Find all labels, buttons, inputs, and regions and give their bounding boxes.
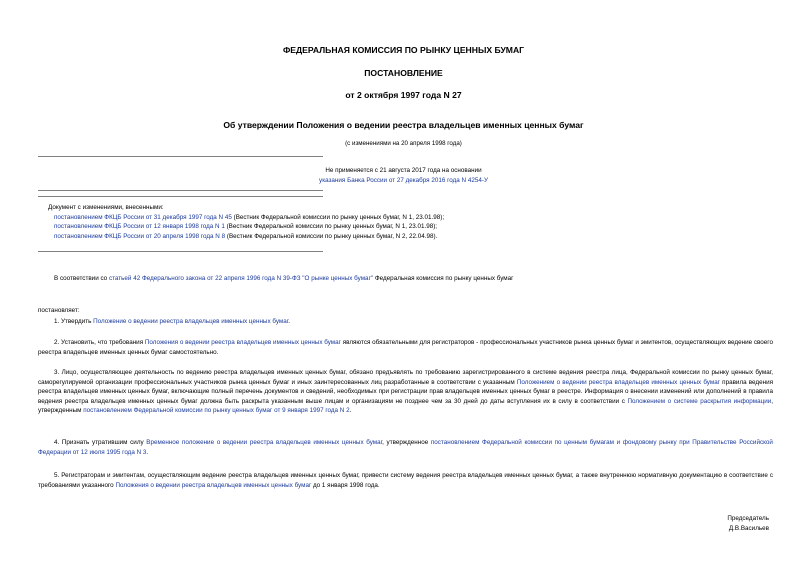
revision-note: (с изменениями на 20 апреля 1998 года) <box>345 140 462 147</box>
paragraph-1 <box>38 317 773 327</box>
amendment-item <box>48 213 444 223</box>
resolves-label: постановляет: <box>38 307 80 314</box>
paragraph-text: . <box>146 448 149 456</box>
paragraph-text: 4. Признать утратившим силу <box>54 439 147 446</box>
paragraph-text: до 1 января 1998 года. <box>311 481 380 489</box>
resolution-link[interactable]: постановлением Федеральной комиссии по ценным бумагам и фондовому рынку при Правительстве Российской Федерации от 12 июля 1995 года N 3 <box>38 439 773 456</box>
not-applied-text: Не применяется с 21 августа 2017 года на основании <box>325 167 482 174</box>
amendments-intro: Документ с изменениями, внесенными: <box>48 204 164 211</box>
signature-block <box>727 514 769 533</box>
paragraph-5 <box>38 471 773 490</box>
paragraph-text: . <box>349 407 352 415</box>
amendment-item <box>48 232 444 242</box>
paragraph-text: 5. Регистраторам и эмитентам, осуществляющим ведение реестра владельцев именных ценных бумаг, привести систему ведения реестра владельцев именных ценных бумаг, а также внутреннюю нормативную документацию в соответствие с требованиями указанного <box>38 472 773 489</box>
divider <box>38 196 323 197</box>
amendment-source: (Вестник Федеральной комиссии по рынку ценных бумаг, N 1, 23.01.98); <box>224 223 438 230</box>
divider <box>38 156 323 157</box>
amendment-source: (Вестник Федеральной комиссии по рынку ценных бумаг, N 1, 23.01.98); <box>231 213 445 221</box>
paragraph-text: , утвержденным <box>38 397 774 415</box>
amendment-link[interactable]: постановлением ФКЦБ России от 31 декабря 1997 года N 45 <box>54 213 232 221</box>
paragraph-2 <box>38 338 773 357</box>
paragraph-4 <box>38 438 773 457</box>
paragraph-text: , утвержденное <box>382 439 431 446</box>
temporary-regulation-link[interactable]: Временное положение о ведении реестра владельцев именных ценных бумаг <box>146 439 383 446</box>
not-applied-note <box>0 166 807 185</box>
regulation-link[interactable]: Положение о ведении реестра владельцев именных ценных бумаг <box>93 318 289 325</box>
document-date-number: от 2 октября 1997 года N 27 <box>345 90 462 100</box>
paragraph-text: . <box>288 318 291 325</box>
preamble-text: В соответствии со <box>54 275 109 282</box>
paragraph-text: правила ведения реестра владельцев именных ценных бумаг, включающие полный перечень документов и сведений, необходимых при регистрации прав владельцев именных ценных бумаг в реестре. Информация о внесении изменений или дополнений в правила ведения реестра владельцев именных ценных бумаг должна быть раскрыта указанным выше лицам и организациям не позднее чем за 30 дней до даты вступления их в силу в соответствии с <box>38 378 773 405</box>
divider <box>38 190 323 191</box>
regulation-link[interactable]: Положения о ведении реестра владельцев именных ценных бумаг <box>115 481 312 489</box>
amendment-item <box>48 222 444 232</box>
law-link[interactable]: статьей 42 Федерального закона от 22 апреля 1996 года N 39-ФЗ "О рынке ценных бумаг" <box>108 275 374 282</box>
paragraph-3 <box>38 368 773 416</box>
signatory-name: Д.В.Васильев <box>728 524 769 532</box>
disclosure-link[interactable]: Положением о системе раскрытия информации <box>627 397 772 405</box>
amendments-block <box>48 203 444 241</box>
paragraph-text: 1. Утвердить <box>54 318 94 325</box>
preamble-text: Федеральная комиссия по рынку ценных бумаг <box>373 275 514 282</box>
document-title: Об утверждении Положения о ведении реестра владельцев именных ценных бумаг <box>223 120 584 130</box>
divider <box>38 251 323 252</box>
paragraph-text: 2. Установить, что требования <box>54 339 145 346</box>
regulation-link[interactable]: Положением о ведении реестра владельцев именных ценных бумаг <box>516 378 720 386</box>
paragraph-text: 3. Лицо, осуществляющее деятельность по ведению реестра владельцев именных ценных бумаг, обязано предъявлять по требованию зарегистрированного в системе ведения реестра лица, Федеральной комиссии по рынку ценных бумаг, саморегулируемой организации профессиональных участников рынка ценных бумаг и иных заинтересованных лиц разработанные в соответствии с указанным <box>38 369 773 386</box>
signatory-role: Председатель <box>727 515 769 522</box>
paragraph-text: являются обязательными для регистраторов - профессиональных участников рынка ценных бумаг и эмитентов, осуществляющих ведение своего реестра владельцев именных ценных бумаг самостоятельно. <box>38 339 773 356</box>
issuing-authority: ФЕДЕРАЛЬНАЯ КОМИССИЯ ПО РЫНКУ ЦЕННЫХ БУМАГ <box>282 45 525 55</box>
document-type: ПОСТАНОВЛЕНИЕ <box>364 68 443 78</box>
regulation-link[interactable]: Положения о ведении реестра владельцев именных ценных бумаг <box>144 339 341 346</box>
amendment-link[interactable]: постановлением ФКЦБ России от 12 января 1998 года N 1 <box>54 223 225 230</box>
resolution-link[interactable]: постановлением Федеральной комиссии по рынку ценных бумаг от 9 января 1997 года N 2 <box>83 407 350 415</box>
not-applied-link[interactable]: указания Банка России от 27 декабря 2016 года N 4254-У <box>319 176 488 184</box>
preamble <box>54 274 513 284</box>
amendment-link[interactable]: постановлением ФКЦБ России от 20 апреля 1998 года N 8 <box>54 232 226 240</box>
amendment-source: (Вестник Федеральной комиссии по рынку ценных бумаг, N 2, 22.04.98). <box>225 232 438 240</box>
